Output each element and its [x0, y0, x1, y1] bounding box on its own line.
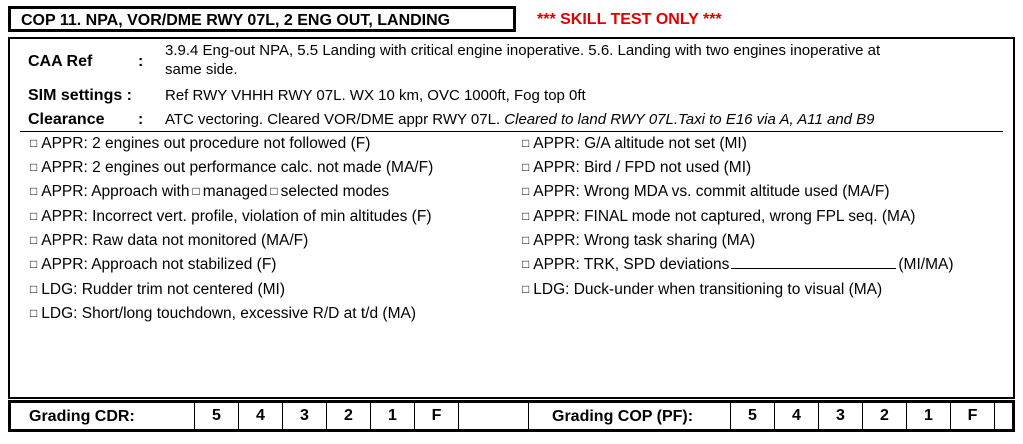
- cdr-grade-5[interactable]: 5: [194, 403, 238, 429]
- checklist-item-left-7[interactable]: □ LDG: Rudder trim not centered (MI): [30, 281, 286, 298]
- cdr-grade-2[interactable]: 2: [326, 403, 370, 429]
- checkbox-icon[interactable]: □: [522, 282, 530, 296]
- checkbox-icon[interactable]: □: [30, 160, 38, 174]
- deviation-severity: (MI/MA): [898, 256, 954, 273]
- checklist-item-left-6[interactable]: □ APPR: Approach not stabilized (F): [30, 256, 277, 273]
- clearance-value: [165, 111, 875, 128]
- managed-mode-label: managed: [202, 183, 268, 200]
- grading-cop-label: Grading COP (PF):: [552, 408, 694, 425]
- cop-grade-spacer: [994, 403, 1012, 429]
- checklist-item-left-3[interactable]: □ APPR: Approach with □ managed □ selected modes: [30, 183, 390, 200]
- cop-grade-4[interactable]: 4: [774, 403, 818, 429]
- sim-settings-value: Ref RWY VHHH RWY 07L. WX 10 km, OVC 1000ft, Fog top 0ft: [165, 87, 586, 104]
- checklist-item-right-5[interactable]: □ APPR: Wrong task sharing (MA): [522, 232, 756, 249]
- managed-mode-checkbox-icon[interactable]: □: [192, 184, 200, 198]
- caa-ref-label: CAA Ref: [28, 53, 93, 70]
- clearance-text: ATC vectoring. Cleared VOR/DME appr RWY 07L.: [165, 111, 505, 128]
- skill-test-note: *** SKILL TEST ONLY ***: [537, 11, 722, 28]
- checklist-item-left-5[interactable]: □ APPR: Raw data not monitored (MA/F): [30, 232, 309, 249]
- selected-mode-checkbox-icon[interactable]: □: [270, 184, 278, 198]
- clearance-colon: :: [138, 111, 144, 128]
- grading-strip: [8, 400, 1015, 432]
- checkbox-icon[interactable]: □: [30, 184, 38, 198]
- checkbox-icon[interactable]: □: [30, 136, 38, 150]
- cop-grade-3[interactable]: 3: [818, 403, 862, 429]
- cop-grade-1[interactable]: 1: [906, 403, 950, 429]
- cop-grade-5[interactable]: 5: [730, 403, 774, 429]
- checklist-item-left-8[interactable]: □ LDG: Short/long touchdown, excessive R/D at t/d (MA): [30, 305, 416, 322]
- checkbox-icon[interactable]: □: [30, 209, 38, 223]
- checklist-item-right-2[interactable]: □ APPR: Bird / FPD not used (MI): [522, 159, 752, 176]
- exercise-card: [8, 37, 1015, 399]
- checklist-item-left-1[interactable]: □ APPR: 2 engines out procedure not followed (F): [30, 135, 371, 152]
- selected-mode-label: selected modes: [280, 183, 390, 200]
- title-box: [8, 6, 516, 32]
- checkbox-icon[interactable]: □: [522, 209, 530, 223]
- checklist-item-right-7[interactable]: □ LDG: Duck-under when transitioning to visual (MA): [522, 281, 883, 298]
- checkbox-icon[interactable]: □: [30, 257, 38, 271]
- checkbox-icon[interactable]: □: [522, 257, 530, 271]
- cdr-grade-1[interactable]: 1: [370, 403, 414, 429]
- checkbox-icon[interactable]: □: [522, 233, 530, 247]
- caa-ref-line1: 3.9.4 Eng-out NPA, 5.5 Landing with critical engine inoperative. 5.6. Landing with two engines inoperative at: [165, 42, 881, 59]
- cdr-grade-f[interactable]: F: [414, 403, 458, 429]
- checkbox-icon[interactable]: □: [522, 160, 530, 174]
- checkbox-icon[interactable]: □: [30, 282, 38, 296]
- checklist-item-right-4[interactable]: □ APPR: FINAL mode not captured, wrong FPL seq. (MA): [522, 208, 916, 225]
- clearance-italic-text: Cleared to land RWY 07L.Taxi to E16 via A, A11 and B9: [504, 111, 875, 128]
- deviation-blank-field[interactable]: [731, 256, 896, 269]
- cdr-grade-4[interactable]: 4: [238, 403, 282, 429]
- checklist-item-right-1[interactable]: □ APPR: G/A altitude not set (MI): [522, 135, 747, 152]
- sim-settings-label: SIM settings :: [28, 87, 133, 104]
- checkbox-icon[interactable]: □: [522, 136, 530, 150]
- grading-cdr-label: Grading CDR:: [29, 408, 135, 425]
- checklist-item-left-2[interactable]: □ APPR: 2 engines out performance calc. not made (MA/F): [30, 159, 434, 176]
- cdr-grade-3[interactable]: 3: [282, 403, 326, 429]
- checklist-item-left-4[interactable]: □ APPR: Incorrect vert. profile, violation of min altitudes (F): [30, 208, 432, 225]
- checklist-item-right-6[interactable]: □ APPR: TRK, SPD deviations (MI/MA): [522, 256, 954, 273]
- checklist-item-right-3[interactable]: □ APPR: Wrong MDA vs. commit altitude used (MA/F): [522, 183, 890, 200]
- checkbox-icon[interactable]: □: [522, 184, 530, 198]
- caa-ref-colon: :: [138, 53, 144, 70]
- clearance-label: Clearance: [28, 111, 105, 128]
- checkbox-icon[interactable]: □: [30, 306, 38, 320]
- checkbox-icon[interactable]: □: [30, 233, 38, 247]
- cop-grade-f[interactable]: F: [950, 403, 994, 429]
- caa-ref-line2: same side.: [165, 61, 238, 78]
- cdr-grade-spacer: [458, 403, 528, 429]
- header-divider: [20, 131, 1003, 132]
- page-title: COP 11. NPA, VOR/DME RWY 07L, 2 ENG OUT, LANDING: [21, 12, 451, 29]
- grading-divider: [528, 403, 529, 429]
- cop-grade-2[interactable]: 2: [862, 403, 906, 429]
